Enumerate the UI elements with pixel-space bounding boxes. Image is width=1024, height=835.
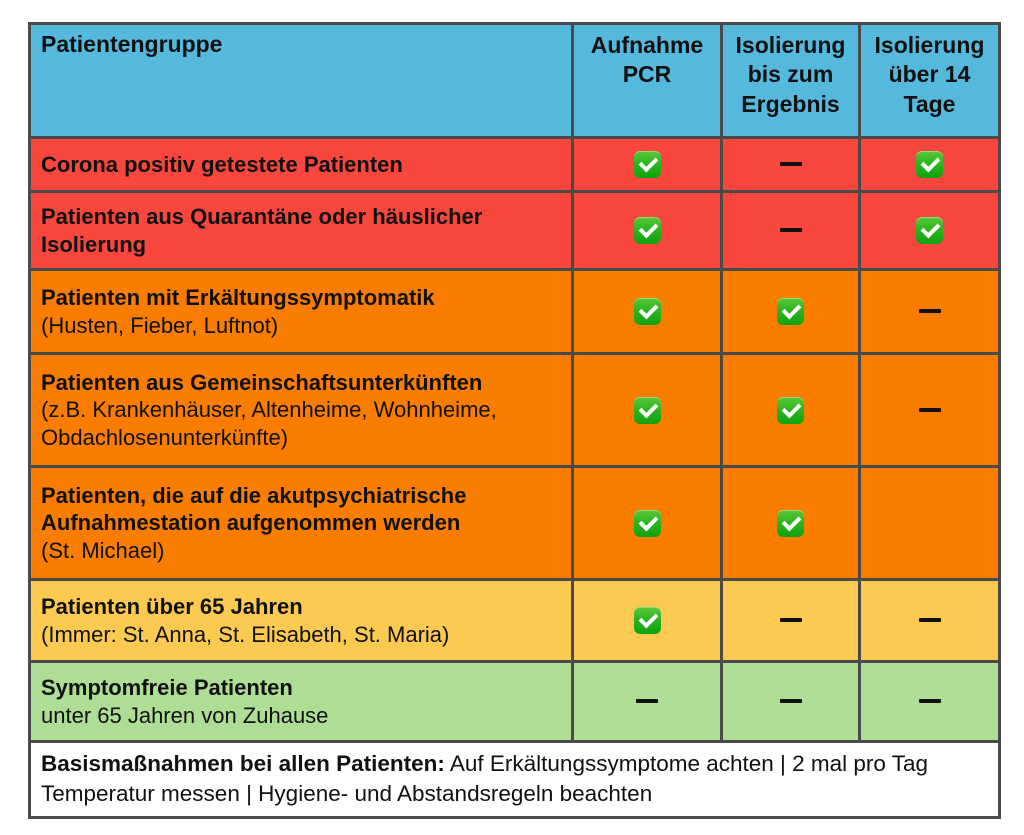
header-isolierung-bis-ergebnis: Isolierung bis zum Ergebnis [722, 24, 860, 138]
cell-iso-14 [860, 662, 1000, 742]
dash-mark [919, 618, 941, 622]
check-icon [916, 217, 943, 244]
dash-mark [780, 699, 802, 703]
table-row-corona-positiv [30, 138, 1000, 192]
dash-mark [636, 699, 658, 703]
dash-mark [780, 162, 802, 166]
cell-iso-result [722, 662, 860, 742]
check-icon [777, 298, 804, 325]
check-icon [634, 298, 661, 325]
row-subtitle: unter 65 Jahren von Zuhause [41, 702, 329, 728]
row-title: Symptomfreie Patienten [41, 675, 293, 700]
row-label [30, 467, 573, 580]
cell-iso-14 [860, 192, 1000, 270]
row-label [30, 192, 573, 270]
check-icon [634, 397, 661, 424]
dash-mark [780, 228, 802, 232]
dash-mark [919, 408, 941, 412]
cell-iso-result [722, 138, 860, 192]
header-row [30, 24, 1000, 138]
table-row-symptomfreie-patienten [30, 662, 1000, 742]
basismassnahmen-note [30, 742, 1000, 818]
cell-pcr [573, 467, 722, 580]
check-icon [777, 397, 804, 424]
table-row-gemeinschaftsunterkuenfte [30, 354, 1000, 467]
cell-iso-result [722, 270, 860, 354]
row-title: Patienten, die auf die akutpsychiatrische Aufnahmestation aufgenommen werden [41, 482, 467, 536]
cell-pcr [573, 354, 722, 467]
row-label [30, 138, 573, 192]
cell-iso-14 [860, 354, 1000, 467]
cell-pcr [573, 192, 722, 270]
cell-iso-result [722, 354, 860, 467]
header-patientengruppe: Patientengruppe [30, 24, 573, 138]
dash-mark [780, 618, 802, 622]
row-subtitle: (z.B. Krankenhäuser, Altenheime, Wohnheime, Obdachlosenunterkünfte) [41, 397, 497, 450]
row-subtitle: (Husten, Fieber, Luftnot) [41, 312, 279, 338]
check-icon [777, 510, 804, 537]
table-row-ueber-65-jahren [30, 580, 1000, 662]
check-icon [634, 151, 661, 178]
table-row-erkaeltungssymptomatik [30, 270, 1000, 354]
cell-pcr [573, 138, 722, 192]
row-title: Patienten aus Gemeinschaftsunterkünften [41, 369, 483, 395]
row-title: Patienten mit Erkältungssymptomatik [41, 285, 435, 310]
table-row-akutpsychiatrische-aufnahmestation [30, 467, 1000, 580]
row-label [30, 580, 573, 662]
cell-iso-14 [860, 580, 1000, 662]
basismassnahmen-text: Auf Erkältungssymptome achten | 2 mal pro Tag Temperatur messen | Hygiene- und Abstandsregeln beachten [41, 751, 929, 807]
row-subtitle: (Immer: St. Anna, St. Elisabeth, St. Maria) [41, 621, 450, 647]
row-title: Patienten über 65 Jahren [41, 594, 303, 619]
cell-iso-result [722, 192, 860, 270]
row-label [30, 662, 573, 742]
cell-iso-14 [860, 270, 1000, 354]
table-row-quarantaene [30, 192, 1000, 270]
cell-iso-result [722, 580, 860, 662]
header-aufnahme-pcr: Aufnahme PCR [573, 24, 722, 138]
dash-mark [919, 699, 941, 703]
footer-row [30, 742, 1000, 818]
row-label [30, 270, 573, 354]
row-label [30, 354, 573, 467]
basismassnahmen-lead: Basismaßnahmen bei allen Patienten: [41, 751, 445, 776]
check-icon [634, 217, 661, 244]
cell-pcr [573, 270, 722, 354]
row-title: Corona positiv getestete Patienten [41, 151, 403, 177]
cell-iso-result [722, 467, 860, 580]
check-icon [634, 510, 661, 537]
cell-iso-14 [860, 138, 1000, 192]
cell-pcr [573, 580, 722, 662]
dash-mark [919, 309, 941, 313]
row-title: Patienten aus Quarantäne oder häuslicher Isolierung [41, 204, 483, 257]
check-icon [634, 607, 661, 634]
check-icon [916, 151, 943, 178]
patient-group-table [28, 22, 1001, 819]
header-isolierung-ueber-14-tage: Isolierung über 14 Tage [860, 24, 1000, 138]
cell-iso-14 [860, 467, 1000, 580]
cell-pcr [573, 662, 722, 742]
row-subtitle: (St. Michael) [41, 537, 165, 563]
